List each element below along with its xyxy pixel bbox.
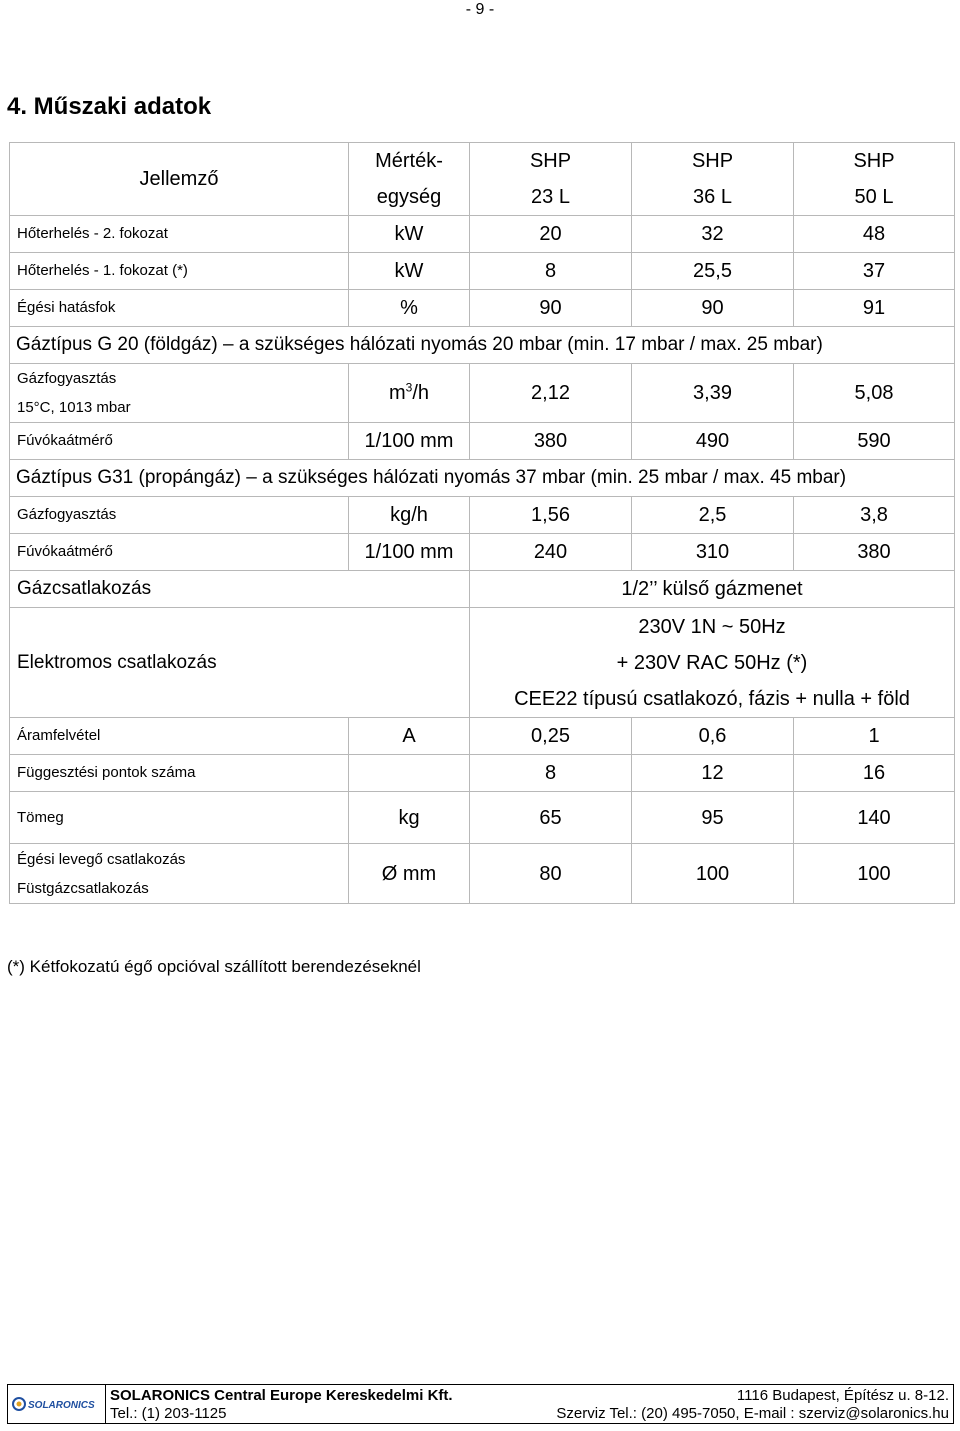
- row-value: 3,8: [794, 497, 955, 534]
- row-value: 2,12: [470, 364, 632, 423]
- row-unit: [349, 364, 470, 423]
- header-model-name: SHP: [529, 150, 572, 172]
- row-unit: kg: [349, 792, 470, 844]
- row-label-line1: Gázfogyasztás: [17, 370, 117, 387]
- row-unit: 1/100 mm: [349, 534, 470, 571]
- row-label: Tömeg: [10, 792, 349, 844]
- gas-type-g20-pressure: – a szükséges hálózati nyomás 20 mbar (min. 17 mbar / max. 25 mbar): [217, 334, 823, 355]
- row-label-line1: Égési levegő csatlakozás: [17, 850, 186, 868]
- table-row: [10, 571, 955, 608]
- table-row: [10, 755, 955, 792]
- header-unit-line2: egység: [376, 186, 442, 208]
- row-unit: %: [349, 290, 470, 327]
- table-row: [10, 364, 955, 423]
- row-value: 590: [794, 423, 955, 460]
- svg-text:SOLARONICS: SOLARONICS: [28, 1400, 95, 1411]
- row-label: Elektromos csatlakozás: [10, 608, 470, 718]
- row-label: Hőterhelés - 2. fokozat: [10, 216, 349, 253]
- solaronics-logo-icon: [12, 1395, 98, 1413]
- table-row: [10, 253, 955, 290]
- row-value: 240: [470, 534, 632, 571]
- row-value: 8: [470, 253, 632, 290]
- row-value: 490: [632, 423, 794, 460]
- footer-company: SOLARONICS Central Europe Kereskedelmi Kft.: [110, 1387, 453, 1404]
- row-unit: A: [349, 718, 470, 755]
- row-label-line2: Füstgázcsatlakozás: [17, 879, 149, 897]
- row-value: 0,6: [632, 718, 794, 755]
- unit-rest: /h: [412, 382, 430, 404]
- row-label: Fúvókaátmérő: [10, 423, 349, 460]
- row-value: 25,5: [632, 253, 794, 290]
- header-model-size: 36 L: [693, 186, 732, 208]
- table-row: [10, 290, 955, 327]
- header-model-23: [470, 143, 632, 216]
- company-logo: [8, 1385, 106, 1423]
- row-unit: [349, 755, 470, 792]
- header-model-50: [794, 143, 955, 216]
- row-value: 100: [794, 844, 955, 904]
- row-value: 90: [470, 290, 632, 327]
- row-label: Hőterhelés - 1. fokozat (*): [10, 253, 349, 290]
- page-number: - 9 -: [465, 1, 495, 18]
- gas-type-g31-label: Gáztípus G31 (propángáz): [16, 467, 241, 488]
- row-unit: kW: [349, 253, 470, 290]
- unit-main: m: [388, 382, 406, 404]
- table-row: [10, 844, 955, 904]
- gas-connection-value: 1/2’’ külső gázmenet: [470, 571, 955, 608]
- table-header-row: [10, 143, 955, 216]
- table-row: [10, 718, 955, 755]
- row-value: 90: [632, 290, 794, 327]
- row-label: Áramfelvétel: [10, 718, 349, 755]
- row-value: 380: [470, 423, 632, 460]
- row-label-line2: 15°C, 1013 mbar: [17, 399, 131, 416]
- header-model-size: 50 L: [854, 186, 894, 208]
- gas-type-g31-pressure: – a szükséges hálózati nyomás 37 mbar (min. 25 mbar / max. 45 mbar): [240, 467, 847, 488]
- footer-address: 1116 Budapest, Építész u. 8-12.: [736, 1387, 949, 1404]
- row-value: 1,56: [470, 497, 632, 534]
- row-value: 95: [632, 792, 794, 844]
- row-value: 1: [794, 718, 955, 755]
- electrical-line2: + 230V RAC 50Hz (*): [616, 651, 808, 674]
- row-value: 80: [470, 844, 632, 904]
- table-row: [10, 497, 955, 534]
- footnote: (*) Kétfokozatú égő opcióval szállított berendezéseknél: [7, 957, 421, 976]
- electrical-value: [470, 608, 955, 718]
- unit-superscript: 3: [405, 380, 413, 395]
- row-label: Gázfogyasztás: [10, 497, 349, 534]
- row-value: 91: [794, 290, 955, 327]
- row-unit: Ø mm: [349, 844, 470, 904]
- row-value: 3,39: [632, 364, 794, 423]
- header-unit: [349, 143, 470, 216]
- row-value: 16: [794, 755, 955, 792]
- row-value: 5,08: [794, 364, 955, 423]
- row-value: 20: [470, 216, 632, 253]
- header-unit-line1: Mérték-: [375, 150, 443, 172]
- row-unit: kg/h: [349, 497, 470, 534]
- header-model-36: [632, 143, 794, 216]
- table-row: [10, 534, 955, 571]
- footer-service-contact: Szerviz Tel.: (20) 495-7050, E-mail : szerviz@solaronics.hu: [556, 1405, 949, 1422]
- row-unit: kW: [349, 216, 470, 253]
- row-value: 37: [794, 253, 955, 290]
- row-label: [10, 844, 349, 904]
- section-title: 4. Műszaki adatok: [7, 93, 212, 120]
- table-row: [10, 216, 955, 253]
- row-value: 0,25: [470, 718, 632, 755]
- row-value: 8: [470, 755, 632, 792]
- header-model-size: 23 L: [531, 186, 570, 208]
- row-value: 12: [632, 755, 794, 792]
- row-value: 380: [794, 534, 955, 571]
- table-row: [10, 608, 955, 718]
- row-value: 2,5: [632, 497, 794, 534]
- gas-type-g20-label: Gáztípus G 20 (földgáz): [16, 334, 218, 355]
- technical-data-table: [9, 142, 955, 904]
- row-label: Függesztési pontok száma: [10, 755, 349, 792]
- row-label: Fúvókaátmérő: [10, 534, 349, 571]
- header-model-name: SHP: [691, 150, 734, 172]
- gas-type-g31-row: [10, 460, 955, 497]
- row-label: [10, 364, 349, 423]
- row-value: 140: [794, 792, 955, 844]
- electrical-line3: CEE22 típusú csatlakozó, fázis + nulla + föld: [514, 687, 910, 710]
- table-row: [10, 423, 955, 460]
- gas-type-g20-row: [10, 327, 955, 364]
- row-label: Égési hatásfok: [10, 290, 349, 327]
- electrical-line1: 230V 1N ~ 50Hz: [638, 615, 786, 638]
- row-label: Gázcsatlakozás: [10, 571, 470, 608]
- row-value: 100: [632, 844, 794, 904]
- gas-type-g20: [10, 327, 955, 364]
- header-feature: Jellemző: [10, 143, 349, 216]
- row-value: 65: [470, 792, 632, 844]
- footer-phone: Tel.: (1) 203-1125: [110, 1405, 227, 1422]
- page-footer: [7, 1384, 954, 1424]
- row-unit: 1/100 mm: [349, 423, 470, 460]
- gas-type-g31: [10, 460, 955, 497]
- row-value: 48: [794, 216, 955, 253]
- row-value: 310: [632, 534, 794, 571]
- table-row: [10, 792, 955, 844]
- row-value: 32: [632, 216, 794, 253]
- header-model-name: SHP: [853, 150, 895, 172]
